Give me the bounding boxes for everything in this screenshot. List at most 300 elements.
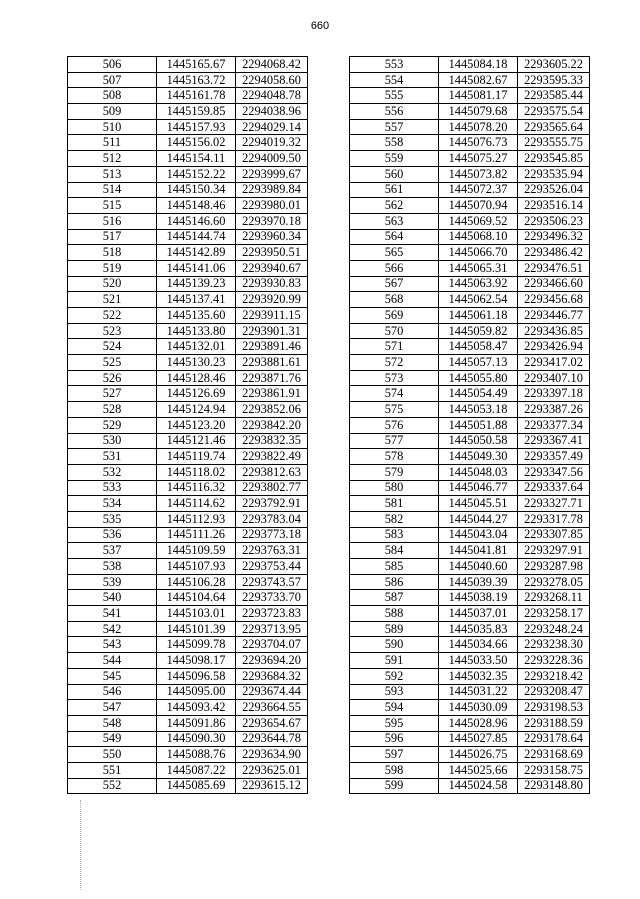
x-coordinate-cell: 1445063.92 xyxy=(439,276,518,292)
y-coordinate-cell: 2293960.34 xyxy=(236,229,308,245)
x-coordinate-cell: 1445032.35 xyxy=(439,668,518,684)
y-coordinate-cell: 2293605.22 xyxy=(518,57,590,73)
point-number-cell: 594 xyxy=(350,700,439,716)
x-coordinate-cell: 1445046.77 xyxy=(439,480,518,496)
x-coordinate-cell: 1445139.23 xyxy=(157,276,236,292)
table-row xyxy=(350,684,590,700)
table-row xyxy=(68,762,308,778)
x-coordinate-cell: 1445055.80 xyxy=(439,370,518,386)
point-number-cell: 555 xyxy=(350,88,439,104)
point-number-cell: 534 xyxy=(68,496,157,512)
coordinates-table-right xyxy=(349,56,590,794)
point-number-cell: 532 xyxy=(68,464,157,480)
y-coordinate-cell: 2293526.04 xyxy=(518,182,590,198)
x-coordinate-cell: 1445041.81 xyxy=(439,543,518,559)
x-coordinate-cell: 1445076.73 xyxy=(439,135,518,151)
y-coordinate-cell: 2294029.14 xyxy=(236,119,308,135)
y-coordinate-cell: 2294038.96 xyxy=(236,104,308,120)
x-coordinate-cell: 1445087.22 xyxy=(157,762,236,778)
x-coordinate-cell: 1445150.34 xyxy=(157,182,236,198)
table-row xyxy=(350,543,590,559)
y-coordinate-cell: 2293148.80 xyxy=(518,778,590,794)
y-coordinate-cell: 2293486.42 xyxy=(518,245,590,261)
y-coordinate-cell: 2293585.44 xyxy=(518,88,590,104)
table-row xyxy=(68,88,308,104)
point-number-cell: 540 xyxy=(68,590,157,606)
table-row xyxy=(68,386,308,402)
point-number-cell: 518 xyxy=(68,245,157,261)
table-row xyxy=(350,653,590,669)
x-coordinate-cell: 1445045.51 xyxy=(439,496,518,512)
table-row xyxy=(68,276,308,292)
table-row xyxy=(68,355,308,371)
y-coordinate-cell: 2293674.44 xyxy=(236,684,308,700)
y-coordinate-cell: 2293516.14 xyxy=(518,198,590,214)
y-coordinate-cell: 2293287.98 xyxy=(518,559,590,575)
table-row xyxy=(350,496,590,512)
table-row xyxy=(350,166,590,182)
y-coordinate-cell: 2293476.51 xyxy=(518,260,590,276)
table-row xyxy=(350,668,590,684)
y-coordinate-cell: 2293842.20 xyxy=(236,417,308,433)
table-row xyxy=(68,527,308,543)
x-coordinate-cell: 1445154.11 xyxy=(157,151,236,167)
y-coordinate-cell: 2293297.91 xyxy=(518,543,590,559)
table-row xyxy=(350,339,590,355)
y-coordinate-cell: 2293901.31 xyxy=(236,323,308,339)
y-coordinate-cell: 2293950.51 xyxy=(236,245,308,261)
y-coordinate-cell: 2293664.55 xyxy=(236,700,308,716)
table-row xyxy=(68,433,308,449)
point-number-cell: 596 xyxy=(350,731,439,747)
table-row xyxy=(350,747,590,763)
table-row xyxy=(350,323,590,339)
x-coordinate-cell: 1445128.46 xyxy=(157,370,236,386)
table-row xyxy=(68,543,308,559)
x-coordinate-cell: 1445058.47 xyxy=(439,339,518,355)
table-row xyxy=(350,762,590,778)
x-coordinate-cell: 1445096.58 xyxy=(157,668,236,684)
x-coordinate-cell: 1445065.31 xyxy=(439,260,518,276)
y-coordinate-cell: 2293198.53 xyxy=(518,700,590,716)
y-coordinate-cell: 2293852.06 xyxy=(236,402,308,418)
point-number-cell: 547 xyxy=(68,700,157,716)
y-coordinate-cell: 2293920.99 xyxy=(236,292,308,308)
point-number-cell: 539 xyxy=(68,574,157,590)
point-number-cell: 537 xyxy=(68,543,157,559)
x-coordinate-cell: 1445132.01 xyxy=(157,339,236,355)
y-coordinate-cell: 2293704.07 xyxy=(236,637,308,653)
x-coordinate-cell: 1445135.60 xyxy=(157,308,236,324)
table-row xyxy=(68,323,308,339)
point-number-cell: 587 xyxy=(350,590,439,606)
y-coordinate-cell: 2293436.85 xyxy=(518,323,590,339)
table-row xyxy=(68,496,308,512)
x-coordinate-cell: 1445040.60 xyxy=(439,559,518,575)
y-coordinate-cell: 2293802.77 xyxy=(236,480,308,496)
y-coordinate-cell: 2293466.60 xyxy=(518,276,590,292)
table-row xyxy=(68,464,308,480)
y-coordinate-cell: 2293357.49 xyxy=(518,449,590,465)
y-coordinate-cell: 2293426.94 xyxy=(518,339,590,355)
point-number-cell: 565 xyxy=(350,245,439,261)
table-row xyxy=(68,135,308,151)
y-coordinate-cell: 2293307.85 xyxy=(518,527,590,543)
y-coordinate-cell: 2294068.42 xyxy=(236,57,308,73)
x-coordinate-cell: 1445098.17 xyxy=(157,653,236,669)
point-number-cell: 593 xyxy=(350,684,439,700)
point-number-cell: 550 xyxy=(68,747,157,763)
page-number: 660 xyxy=(310,20,330,32)
table-row xyxy=(350,57,590,73)
x-coordinate-cell: 1445038.19 xyxy=(439,590,518,606)
x-coordinate-cell: 1445049.30 xyxy=(439,449,518,465)
x-coordinate-cell: 1445053.18 xyxy=(439,402,518,418)
table-row xyxy=(350,621,590,637)
x-coordinate-cell: 1445104.64 xyxy=(157,590,236,606)
point-number-cell: 551 xyxy=(68,762,157,778)
table-row xyxy=(350,245,590,261)
y-coordinate-cell: 2293891.46 xyxy=(236,339,308,355)
table-row xyxy=(68,653,308,669)
x-coordinate-cell: 1445050.58 xyxy=(439,433,518,449)
x-coordinate-cell: 1445081.17 xyxy=(439,88,518,104)
y-coordinate-cell: 2293278.05 xyxy=(518,574,590,590)
y-coordinate-cell: 2293930.83 xyxy=(236,276,308,292)
y-coordinate-cell: 2293188.59 xyxy=(518,715,590,731)
y-coordinate-cell: 2293753.44 xyxy=(236,559,308,575)
y-coordinate-cell: 2293337.64 xyxy=(518,480,590,496)
y-coordinate-cell: 2293168.69 xyxy=(518,747,590,763)
table-row xyxy=(350,151,590,167)
y-coordinate-cell: 2293248.24 xyxy=(518,621,590,637)
y-coordinate-cell: 2293456.68 xyxy=(518,292,590,308)
table-row xyxy=(350,527,590,543)
point-number-cell: 579 xyxy=(350,464,439,480)
table-row xyxy=(350,260,590,276)
table-row xyxy=(350,574,590,590)
scan-artifact-line xyxy=(80,800,82,890)
x-coordinate-cell: 1445118.02 xyxy=(157,464,236,480)
x-coordinate-cell: 1445157.93 xyxy=(157,119,236,135)
y-coordinate-cell: 2294048.78 xyxy=(236,88,308,104)
table-row xyxy=(350,700,590,716)
point-number-cell: 520 xyxy=(68,276,157,292)
x-coordinate-cell: 1445142.89 xyxy=(157,245,236,261)
table-row xyxy=(350,229,590,245)
y-coordinate-cell: 2293822.49 xyxy=(236,449,308,465)
x-coordinate-cell: 1445090.30 xyxy=(157,731,236,747)
table-row xyxy=(350,715,590,731)
y-coordinate-cell: 2293446.77 xyxy=(518,308,590,324)
point-number-cell: 564 xyxy=(350,229,439,245)
x-coordinate-cell: 1445034.66 xyxy=(439,637,518,653)
x-coordinate-cell: 1445028.96 xyxy=(439,715,518,731)
table-row xyxy=(350,480,590,496)
table-row xyxy=(68,166,308,182)
point-number-cell: 521 xyxy=(68,292,157,308)
x-coordinate-cell: 1445088.76 xyxy=(157,747,236,763)
x-coordinate-cell: 1445026.75 xyxy=(439,747,518,763)
x-coordinate-cell: 1445035.83 xyxy=(439,621,518,637)
y-coordinate-cell: 2293644.78 xyxy=(236,731,308,747)
point-number-cell: 512 xyxy=(68,151,157,167)
point-number-cell: 592 xyxy=(350,668,439,684)
x-coordinate-cell: 1445106.28 xyxy=(157,574,236,590)
y-coordinate-cell: 2293178.64 xyxy=(518,731,590,747)
x-coordinate-cell: 1445133.80 xyxy=(157,323,236,339)
y-coordinate-cell: 2293218.42 xyxy=(518,668,590,684)
x-coordinate-cell: 1445066.70 xyxy=(439,245,518,261)
table-row xyxy=(68,104,308,120)
x-coordinate-cell: 1445072.37 xyxy=(439,182,518,198)
x-coordinate-cell: 1445062.54 xyxy=(439,292,518,308)
x-coordinate-cell: 1445156.02 xyxy=(157,135,236,151)
x-coordinate-cell: 1445099.78 xyxy=(157,637,236,653)
point-number-cell: 585 xyxy=(350,559,439,575)
table-row xyxy=(68,260,308,276)
x-coordinate-cell: 1445146.60 xyxy=(157,213,236,229)
x-coordinate-cell: 1445079.68 xyxy=(439,104,518,120)
table-row xyxy=(350,88,590,104)
point-number-cell: 522 xyxy=(68,308,157,324)
x-coordinate-cell: 1445141.06 xyxy=(157,260,236,276)
point-number-cell: 590 xyxy=(350,637,439,653)
y-coordinate-cell: 2293575.54 xyxy=(518,104,590,120)
y-coordinate-cell: 2293367.41 xyxy=(518,433,590,449)
table-row xyxy=(350,402,590,418)
y-coordinate-cell: 2293634.90 xyxy=(236,747,308,763)
point-number-cell: 567 xyxy=(350,276,439,292)
table-row xyxy=(68,402,308,418)
table-row xyxy=(350,386,590,402)
point-number-cell: 560 xyxy=(350,166,439,182)
table-row xyxy=(68,590,308,606)
table-row xyxy=(68,637,308,653)
point-number-cell: 578 xyxy=(350,449,439,465)
table-row xyxy=(68,747,308,763)
table-row xyxy=(68,370,308,386)
y-coordinate-cell: 2293417.02 xyxy=(518,355,590,371)
x-coordinate-cell: 1445126.69 xyxy=(157,386,236,402)
x-coordinate-cell: 1445073.82 xyxy=(439,166,518,182)
table-row xyxy=(350,417,590,433)
table-row xyxy=(350,119,590,135)
table-row xyxy=(350,606,590,622)
point-number-cell: 576 xyxy=(350,417,439,433)
y-coordinate-cell: 2293763.31 xyxy=(236,543,308,559)
point-number-cell: 580 xyxy=(350,480,439,496)
point-number-cell: 581 xyxy=(350,496,439,512)
x-coordinate-cell: 1445085.69 xyxy=(157,778,236,794)
point-number-cell: 510 xyxy=(68,119,157,135)
y-coordinate-cell: 2293407.10 xyxy=(518,370,590,386)
table-row xyxy=(350,433,590,449)
x-coordinate-cell: 1445119.74 xyxy=(157,449,236,465)
y-coordinate-cell: 2293615.12 xyxy=(236,778,308,794)
y-coordinate-cell: 2293911.15 xyxy=(236,308,308,324)
x-coordinate-cell: 1445048.03 xyxy=(439,464,518,480)
table-row xyxy=(68,339,308,355)
point-number-cell: 511 xyxy=(68,135,157,151)
point-number-cell: 526 xyxy=(68,370,157,386)
x-coordinate-cell: 1445112.93 xyxy=(157,511,236,527)
y-coordinate-cell: 2294019.32 xyxy=(236,135,308,151)
point-number-cell: 582 xyxy=(350,511,439,527)
y-coordinate-cell: 2293327.71 xyxy=(518,496,590,512)
x-coordinate-cell: 1445111.26 xyxy=(157,527,236,543)
y-coordinate-cell: 2293733.70 xyxy=(236,590,308,606)
table-row xyxy=(350,511,590,527)
point-number-cell: 563 xyxy=(350,213,439,229)
point-number-cell: 507 xyxy=(68,72,157,88)
y-coordinate-cell: 2293654.67 xyxy=(236,715,308,731)
x-coordinate-cell: 1445084.18 xyxy=(439,57,518,73)
x-coordinate-cell: 1445031.22 xyxy=(439,684,518,700)
y-coordinate-cell: 2293555.75 xyxy=(518,135,590,151)
x-coordinate-cell: 1445095.00 xyxy=(157,684,236,700)
point-number-cell: 559 xyxy=(350,151,439,167)
x-coordinate-cell: 1445148.46 xyxy=(157,198,236,214)
table-row xyxy=(350,590,590,606)
y-coordinate-cell: 2293545.85 xyxy=(518,151,590,167)
table-row xyxy=(68,449,308,465)
y-coordinate-cell: 2293228.36 xyxy=(518,653,590,669)
table-row xyxy=(68,731,308,747)
table-row xyxy=(350,198,590,214)
table-row xyxy=(68,668,308,684)
point-number-cell: 538 xyxy=(68,559,157,575)
table-row xyxy=(68,245,308,261)
x-coordinate-cell: 1445078.20 xyxy=(439,119,518,135)
point-number-cell: 519 xyxy=(68,260,157,276)
y-coordinate-cell: 2293625.01 xyxy=(236,762,308,778)
x-coordinate-cell: 1445059.82 xyxy=(439,323,518,339)
table-row xyxy=(350,449,590,465)
point-number-cell: 577 xyxy=(350,433,439,449)
x-coordinate-cell: 1445124.94 xyxy=(157,402,236,418)
y-coordinate-cell: 2294058.60 xyxy=(236,72,308,88)
table-row xyxy=(350,355,590,371)
point-number-cell: 572 xyxy=(350,355,439,371)
x-coordinate-cell: 1445152.22 xyxy=(157,166,236,182)
table-row xyxy=(68,715,308,731)
point-number-cell: 515 xyxy=(68,198,157,214)
table-row xyxy=(350,213,590,229)
table-row xyxy=(350,182,590,198)
x-coordinate-cell: 1445123.20 xyxy=(157,417,236,433)
point-number-cell: 530 xyxy=(68,433,157,449)
table-row xyxy=(350,731,590,747)
point-number-cell: 514 xyxy=(68,182,157,198)
x-coordinate-cell: 1445082.67 xyxy=(439,72,518,88)
point-number-cell: 531 xyxy=(68,449,157,465)
x-coordinate-cell: 1445093.42 xyxy=(157,700,236,716)
table-row xyxy=(68,292,308,308)
x-coordinate-cell: 1445161.78 xyxy=(157,88,236,104)
point-number-cell: 584 xyxy=(350,543,439,559)
y-coordinate-cell: 2293871.76 xyxy=(236,370,308,386)
point-number-cell: 548 xyxy=(68,715,157,731)
point-number-cell: 516 xyxy=(68,213,157,229)
y-coordinate-cell: 2293387.26 xyxy=(518,402,590,418)
point-number-cell: 557 xyxy=(350,119,439,135)
y-coordinate-cell: 2294009.50 xyxy=(236,151,308,167)
point-number-cell: 535 xyxy=(68,511,157,527)
x-coordinate-cell: 1445044.27 xyxy=(439,511,518,527)
table-row xyxy=(68,684,308,700)
y-coordinate-cell: 2293496.32 xyxy=(518,229,590,245)
table-row xyxy=(68,700,308,716)
point-number-cell: 575 xyxy=(350,402,439,418)
table-row xyxy=(68,621,308,637)
table-row xyxy=(68,198,308,214)
x-coordinate-cell: 1445051.88 xyxy=(439,417,518,433)
y-coordinate-cell: 2293713.95 xyxy=(236,621,308,637)
x-coordinate-cell: 1445068.10 xyxy=(439,229,518,245)
x-coordinate-cell: 1445061.18 xyxy=(439,308,518,324)
point-number-cell: 533 xyxy=(68,480,157,496)
y-coordinate-cell: 2293792.91 xyxy=(236,496,308,512)
table-row xyxy=(68,229,308,245)
y-coordinate-cell: 2293208.47 xyxy=(518,684,590,700)
y-coordinate-cell: 2293238.30 xyxy=(518,637,590,653)
x-coordinate-cell: 1445054.49 xyxy=(439,386,518,402)
y-coordinate-cell: 2293506.23 xyxy=(518,213,590,229)
y-coordinate-cell: 2293397.18 xyxy=(518,386,590,402)
point-number-cell: 569 xyxy=(350,308,439,324)
y-coordinate-cell: 2293881.61 xyxy=(236,355,308,371)
x-coordinate-cell: 1445075.27 xyxy=(439,151,518,167)
x-coordinate-cell: 1445107.93 xyxy=(157,559,236,575)
y-coordinate-cell: 2293970.18 xyxy=(236,213,308,229)
point-number-cell: 589 xyxy=(350,621,439,637)
point-number-cell: 586 xyxy=(350,574,439,590)
point-number-cell: 517 xyxy=(68,229,157,245)
y-coordinate-cell: 2293723.83 xyxy=(236,606,308,622)
coordinates-table-left xyxy=(67,56,308,794)
point-number-cell: 525 xyxy=(68,355,157,371)
table-row xyxy=(68,559,308,575)
point-number-cell: 562 xyxy=(350,198,439,214)
point-number-cell: 529 xyxy=(68,417,157,433)
point-number-cell: 558 xyxy=(350,135,439,151)
y-coordinate-cell: 2293268.11 xyxy=(518,590,590,606)
point-number-cell: 597 xyxy=(350,747,439,763)
x-coordinate-cell: 1445165.67 xyxy=(157,57,236,73)
x-coordinate-cell: 1445030.09 xyxy=(439,700,518,716)
table-row xyxy=(68,72,308,88)
table-row xyxy=(68,308,308,324)
y-coordinate-cell: 2293783.04 xyxy=(236,511,308,527)
y-coordinate-cell: 2293565.64 xyxy=(518,119,590,135)
y-coordinate-cell: 2293861.91 xyxy=(236,386,308,402)
y-coordinate-cell: 2293377.34 xyxy=(518,417,590,433)
x-coordinate-cell: 1445114.62 xyxy=(157,496,236,512)
point-number-cell: 541 xyxy=(68,606,157,622)
point-number-cell: 542 xyxy=(68,621,157,637)
y-coordinate-cell: 2293980.01 xyxy=(236,198,308,214)
y-coordinate-cell: 2293743.57 xyxy=(236,574,308,590)
point-number-cell: 599 xyxy=(350,778,439,794)
point-number-cell: 543 xyxy=(68,637,157,653)
y-coordinate-cell: 2293999.67 xyxy=(236,166,308,182)
table-row xyxy=(68,213,308,229)
point-number-cell: 598 xyxy=(350,762,439,778)
y-coordinate-cell: 2293684.32 xyxy=(236,668,308,684)
point-number-cell: 546 xyxy=(68,684,157,700)
point-number-cell: 528 xyxy=(68,402,157,418)
